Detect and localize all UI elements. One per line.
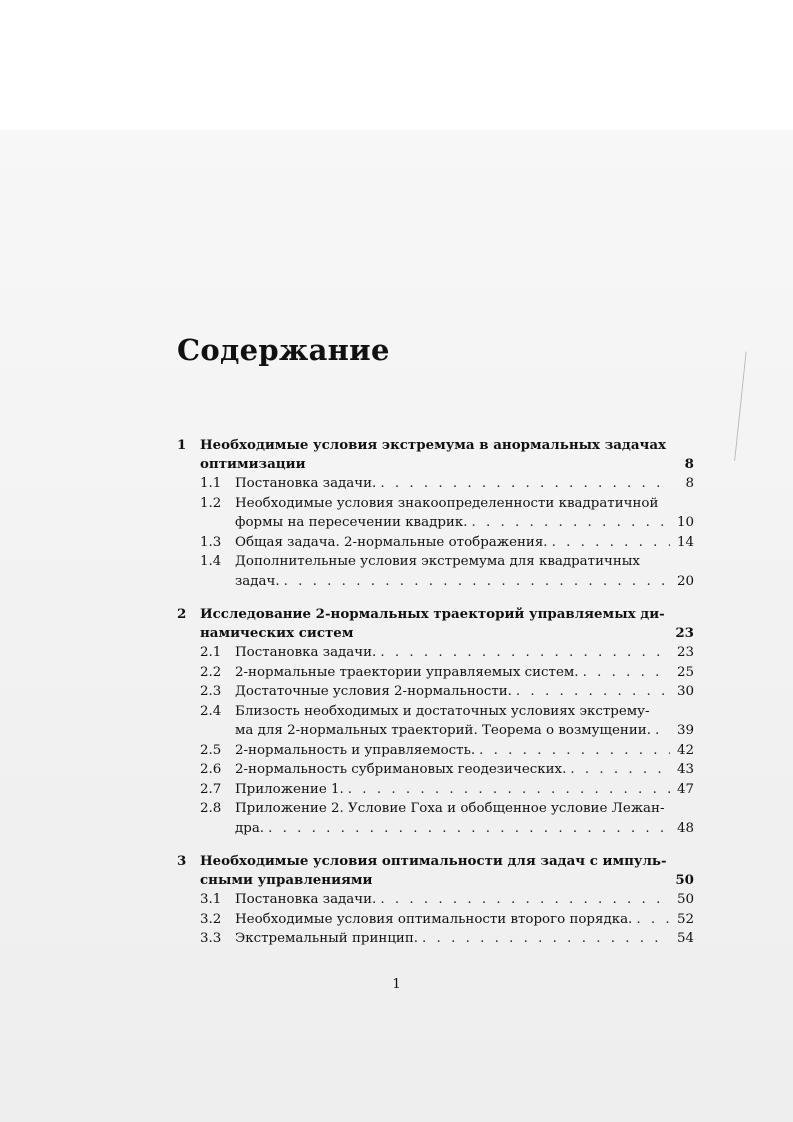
- dot-leader: [479, 741, 670, 761]
- chapter-title-line-1: Необходимые условия экстремума в анормальных задачах: [200, 437, 666, 453]
- chapter-number: 2: [177, 606, 187, 622]
- section-title-line-1: Необходимые условия знакоопределенности квадратичной: [235, 495, 659, 511]
- section-number: 1.1: [200, 476, 222, 491]
- section-page: 54: [676, 931, 694, 946]
- dot-leader: [268, 819, 670, 839]
- dot-leader: [516, 682, 670, 702]
- section-page: 8: [685, 476, 694, 491]
- section-number: 3.2: [200, 911, 222, 927]
- dot-leader: [570, 760, 670, 780]
- section-number: 1.4: [200, 554, 222, 569]
- toc-entry[interactable]: [200, 533, 694, 553]
- toc-entry[interactable]: [200, 799, 694, 838]
- section-title: Постановка задачи.: [235, 476, 377, 491]
- chapter-number: 3: [177, 853, 187, 869]
- chapter-heading[interactable]: [177, 436, 694, 474]
- dot-leader: [636, 910, 670, 930]
- dot-leader: [380, 474, 670, 494]
- chapter-title-line-1: Исследование 2-нормальных траекторий управляемых ди-: [200, 606, 665, 622]
- section-page: 14: [676, 534, 694, 550]
- dot-leader: [471, 513, 670, 533]
- section-page: 39: [676, 723, 694, 738]
- toc-entry[interactable]: [200, 643, 694, 663]
- toc-chapter-2: [177, 605, 694, 838]
- page-title: Содержание: [177, 333, 390, 367]
- chapter-title-line-2: оптимизации: [200, 456, 306, 472]
- chapter-page: 50: [675, 872, 694, 888]
- section-number: 2.8: [200, 801, 222, 816]
- section-page: 42: [676, 742, 694, 758]
- dot-leader: [380, 890, 670, 910]
- dot-leader: [552, 533, 670, 553]
- section-number: 2.6: [200, 762, 222, 777]
- section-page: 52: [676, 911, 694, 927]
- chapter-title-line-1: Необходимые условия оптимальности для задач с импуль-: [200, 853, 667, 869]
- chapter-title-line-2: намических систем: [200, 625, 354, 641]
- dot-leader: [655, 721, 670, 741]
- dot-leader: [422, 929, 670, 949]
- chapter-heading[interactable]: [177, 852, 694, 890]
- section-number: 1.2: [200, 495, 222, 511]
- section-title: 2-нормальность субримановых геодезических.: [235, 762, 567, 777]
- toc-chapter-3: [177, 852, 694, 949]
- toc-entry[interactable]: [200, 929, 694, 949]
- section-page: 43: [676, 762, 694, 777]
- section-page: 47: [676, 781, 694, 797]
- toc-entry[interactable]: [200, 910, 694, 930]
- toc-entry[interactable]: [200, 741, 694, 761]
- section-title: 2-нормальные траектории управляемых систем.: [235, 664, 579, 680]
- section-page: 25: [676, 664, 694, 680]
- section-title-line-1: Близость необходимых и достаточных условиях экстрему-: [235, 703, 650, 719]
- section-title-line-1: Приложение 2. Условие Гоха и обобщенное условие Лежан-: [235, 801, 665, 816]
- table-of-contents: [177, 436, 694, 963]
- toc-entry[interactable]: [200, 890, 694, 910]
- dot-leader: [284, 572, 670, 592]
- section-title: Достаточные условия 2-нормальности.: [235, 684, 512, 699]
- dot-leader: [380, 643, 670, 663]
- section-page: 10: [676, 515, 694, 530]
- toc-chapter-1: [177, 436, 694, 591]
- section-number: 2.1: [200, 645, 222, 660]
- section-title: 2-нормальность и управляемость.: [235, 742, 476, 758]
- section-page: 50: [676, 892, 694, 907]
- section-title-line-1: Дополнительные условия экстремума для квадратичных: [235, 554, 640, 569]
- toc-entry[interactable]: [200, 702, 694, 741]
- section-number: 2.3: [200, 684, 222, 699]
- chapter-number: 1: [177, 437, 187, 453]
- section-title: Приложение 1.: [235, 781, 344, 797]
- toc-entry[interactable]: [200, 682, 694, 702]
- section-title: Необходимые условия оптимальности второго порядка.: [235, 911, 633, 927]
- toc-entry[interactable]: [200, 663, 694, 683]
- chapter-page: 8: [684, 456, 694, 472]
- section-title-line-2: ма для 2-нормальных траекторий. Теорема о возмущении.: [235, 723, 651, 738]
- chapter-heading[interactable]: [177, 605, 694, 643]
- section-number: 2.4: [200, 703, 222, 719]
- chapter-title-line-2: сными управлениями: [200, 872, 373, 888]
- section-number: 2.5: [200, 742, 222, 758]
- toc-entry[interactable]: [200, 494, 694, 533]
- section-page: 23: [676, 645, 694, 660]
- section-page: 48: [676, 820, 694, 836]
- page-number: 1: [392, 977, 401, 992]
- toc-entry[interactable]: [200, 780, 694, 800]
- section-title: Постановка задачи.: [235, 645, 377, 660]
- chapter-page: 23: [675, 625, 694, 641]
- section-number: 3.3: [200, 931, 222, 946]
- section-title-line-2: формы на пересечении квадрик.: [235, 515, 468, 530]
- section-title: Экстремальный принцип.: [235, 931, 419, 946]
- section-page: 20: [676, 573, 694, 589]
- section-title-line-2: дра.: [235, 820, 265, 836]
- section-number: 2.2: [200, 664, 222, 680]
- section-page: 30: [676, 684, 694, 699]
- section-number: 2.7: [200, 781, 222, 797]
- section-title: Постановка задачи.: [235, 892, 377, 907]
- section-title-line-2: задач.: [235, 573, 280, 589]
- section-number: 1.3: [200, 534, 222, 550]
- dot-leader: [583, 663, 670, 683]
- section-title: Общая задача. 2-нормальные отображения.: [235, 534, 548, 550]
- dot-leader: [348, 780, 670, 800]
- toc-entry[interactable]: [200, 760, 694, 780]
- section-number: 3.1: [200, 892, 222, 907]
- toc-entry[interactable]: [200, 474, 694, 494]
- toc-entry[interactable]: [200, 552, 694, 591]
